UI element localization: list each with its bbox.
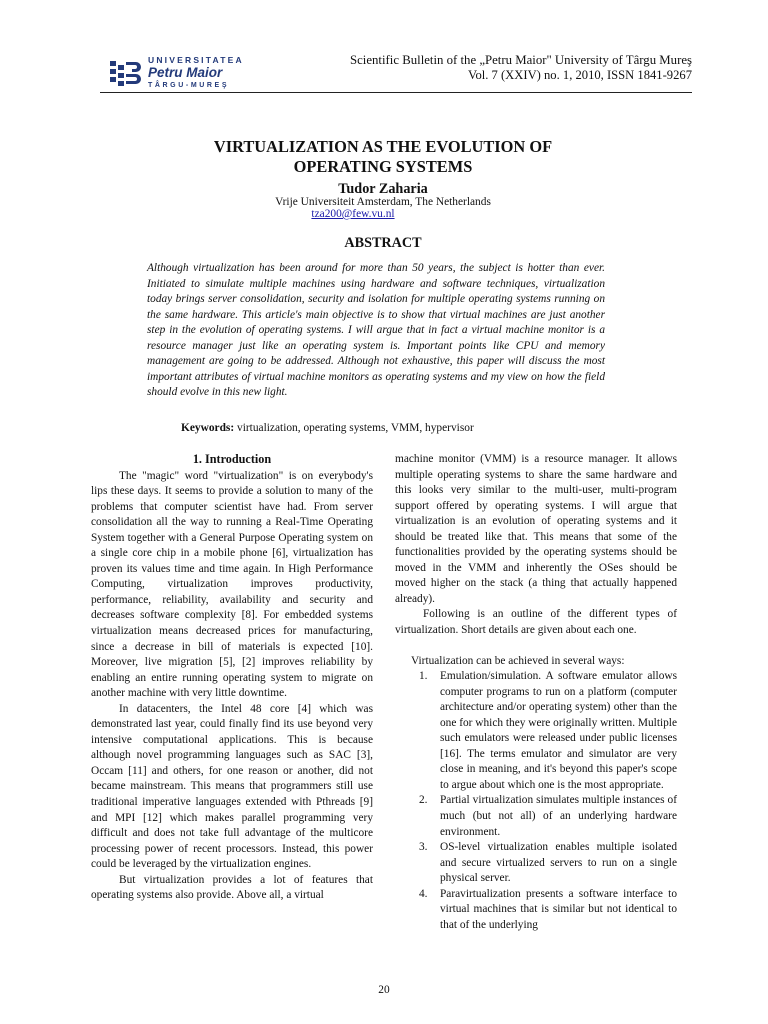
list-item (395, 840, 677, 887)
list-intro: Virtualization can be achieved in several ways: (411, 654, 625, 667)
keywords (181, 422, 474, 434)
logo-line-name: Petru Maior (148, 65, 223, 80)
email-link[interactable]: tza200@few.vu.nl (311, 208, 395, 220)
journal-title: Scientific Bulletin of the „Petru Maior" University of Târgu Mureş (349, 53, 692, 67)
left-column (91, 452, 373, 904)
right-paragraph: Following is an outline of the different types of virtualization. Short details are given about each one. (395, 608, 677, 637)
title-line-2: OPERATING SYSTEMS (293, 157, 473, 176)
list-item-text: Paravirtualization presents a software interface to virtual machines that is similar but not identical to that of the underlying (440, 887, 677, 931)
logo-line-university: UNIVERSITATEA (148, 55, 244, 65)
list-item-number: 2. (419, 794, 428, 807)
author-email (150, 208, 616, 220)
header-rule (100, 92, 692, 93)
abstract-heading: ABSTRACT (344, 235, 422, 251)
journal-volume: Vol. 7 (XXIV) no. 1, 2010, ISSN 1841-9267 (467, 68, 692, 82)
keywords-text: virtualization, operating systems, VMM, hypervisor (237, 422, 474, 434)
paper-title (150, 137, 616, 177)
title-line-1: VIRTUALIZATION AS THE EVOLUTION OF (213, 137, 553, 156)
paragraph-gap (395, 639, 677, 654)
author-affiliation: Vrije Universiteit Amsterdam, The Netherlands (275, 196, 491, 208)
abstract-text: Although virtualization has been around for more than 50 years, the subject is hotter than ever. Initiated to simulate multiple machines using hardware and software techniques, virtualization today brings server consolidation, security and isolation for multiple operating systems running on the same hardware. This article's main objective is to show that virtual machines are just another step in the evolution of operating systems. I will argue that in fact a virtual machine monitor is a resource manager just like an operating system is. Important points like CPU and memory management are going to be addressed. Although not exhaustive, this paper will discuss the most important attributes of virtual machine monitors as operating systems and my view on how the field should evolve in this new light. (147, 262, 605, 399)
list-item (395, 887, 677, 934)
list-item-text: OS-level virtualization enables multiple isolated and secure virtualized servers to run on a single physical server. (440, 841, 677, 885)
logo-line-city: TÂRGU-MUREŞ (148, 82, 230, 89)
list-item-number: 1. (419, 670, 428, 683)
page-number: 20 (378, 984, 390, 996)
list-item-text: Partial virtualization simulates multiple instances of much (but not all) of an underlying hardware environment. (440, 794, 677, 838)
virtualization-types-list (395, 669, 677, 933)
right-column (395, 452, 677, 933)
journal-header (350, 53, 692, 83)
list-item (395, 669, 677, 793)
section-heading-introduction: 1. Introduction (192, 452, 272, 466)
list-item-number: 4. (419, 887, 428, 900)
university-emblem-icon (108, 58, 142, 88)
keywords-label: Keywords: (181, 422, 235, 434)
left-paragraph: But virtualization provides a lot of features that operating systems also provide. Above all, a virtual (91, 873, 373, 902)
list-item (395, 793, 677, 840)
left-paragraph: In datacenters, the Intel 48 core [4] which was demonstrated last year, could finally find its use beyond very intensive computational applications. This is because although novel programming languages such as SAC [3], Occam [11] and others, for one reason or another, did not became mainstream. This means that programmers still use traditional imperative languages extended with Pthreads [9] and MPI [12] which makes parallel programming very difficult and does not take full advantage of the multicore processing power of recent processors. Instead, this power could be leveraged by the virtualization engines. (91, 702, 373, 871)
list-item-text: Emulation/simulation. A software emulator allows computer programs to run on a platform (computer architecture and/or operating system) other than the one for which they were originally written. Multiple such emulators were released under public licenses [16]. The terms emulator and simulator are very close in meaning, and it's beyond this paper's scope to argue about which one is the most appropriate. (440, 670, 677, 791)
list-item-number: 3. (419, 841, 428, 854)
author-name: Tudor Zaharia (338, 181, 428, 197)
university-logo (108, 52, 248, 94)
right-paragraph: machine monitor (VMM) is a resource manager. It allows multiple operating systems to share the same hardware and this looks very similar to the multi-user, multi-program support offered by operating systems. I will argue that virtualization is an evolution of operating systems and it should be treated like that. This means that some of the functionalities provided by the operating systems should be moved in the VMM and inherently the OSes should be moved higher on the stack (a thing that actually happened already). (395, 453, 677, 605)
left-paragraph: The "magic" word "virtualization" is on everybody's lips these days. It seems to provide a solution to many of the problems that computer scientist have had. From server consolidation all the way to running a Real-Time Operating System together with a General Purpose Operating system on a single core chip in a mobile phone [6], virtualization has proven its values time and time again. In High Performance Computing, virtualization improves productivity, performance, reliability, availability and security and decreases software complexity [8]. For embedded systems virtualization means decreased prices for manufacturing, since a decrease in bill of materials is expected [10]. Moreover, live migration [5], [2] improves reliability by enabling an entire running operating system to migrate on another machine with very little downtime. (91, 469, 373, 700)
